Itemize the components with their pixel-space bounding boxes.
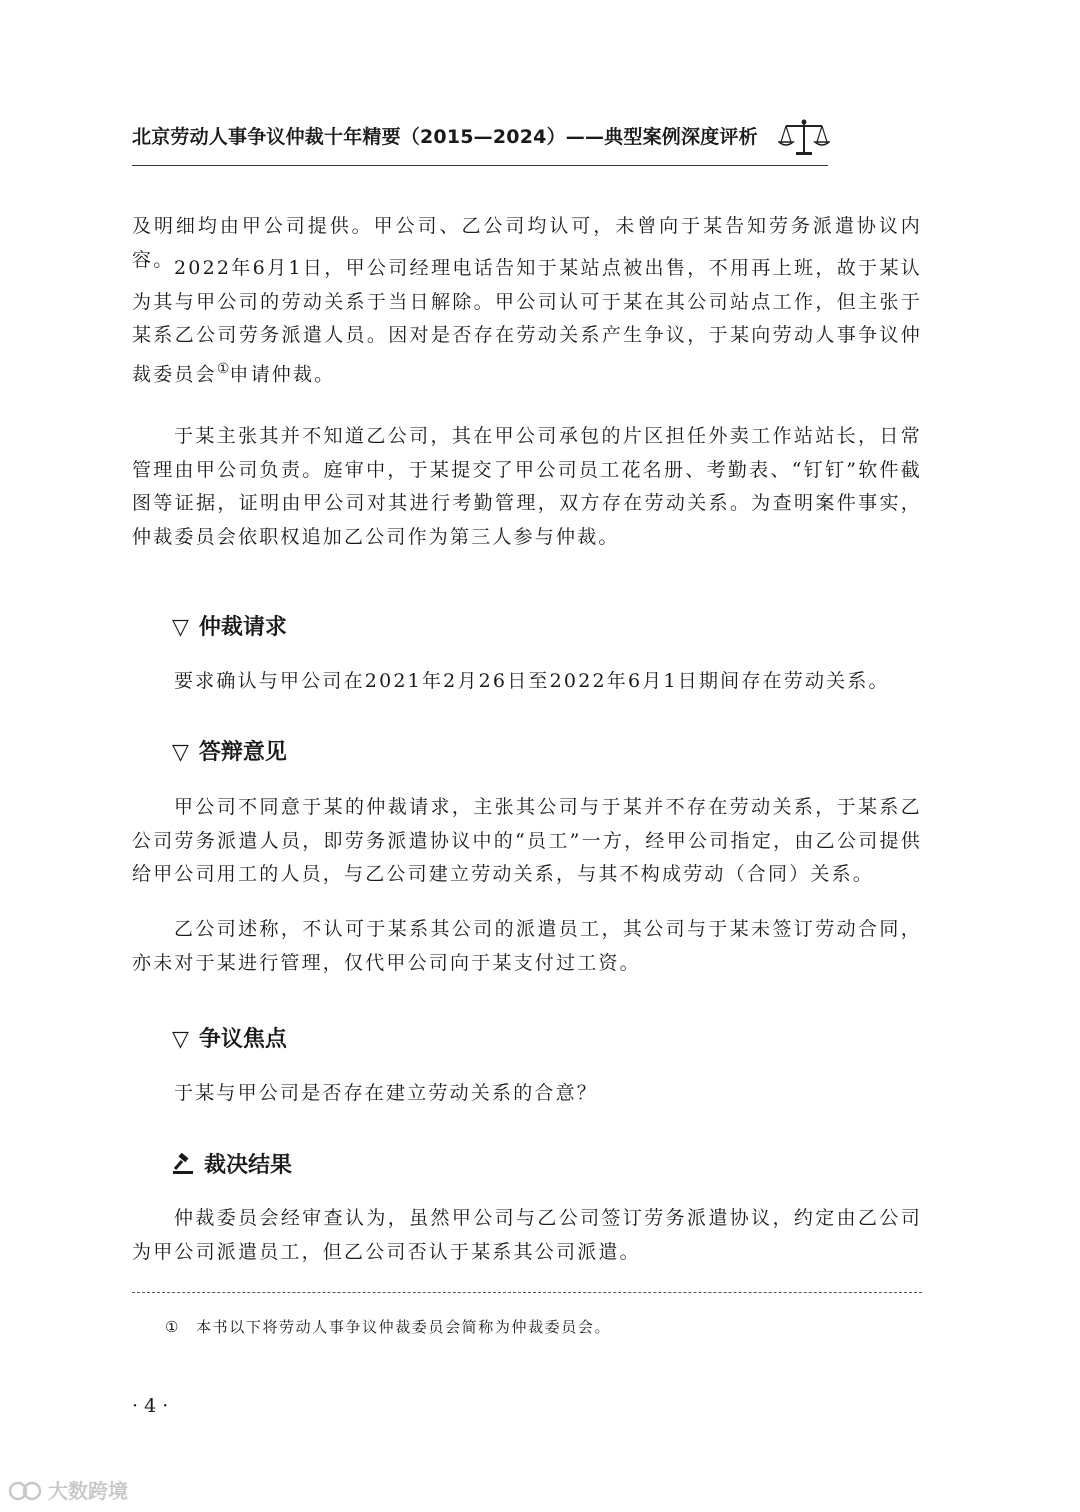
footnote-number: ① — [165, 1318, 181, 1336]
section-title: 争议焦点 — [198, 1027, 287, 1052]
header-title: 北京劳动人事争议仲裁十年精要（2015—2024）——典型案例深度评析 — [132, 126, 758, 148]
gavel-icon — [172, 1153, 194, 1175]
section-title: 仲裁请求 — [198, 615, 287, 640]
section-title: 裁决结果 — [204, 1153, 293, 1178]
defense-body-2: 乙公司述称，不认可于某系其公司的派遣员工，其公司与于某未签订劳动合同，亦未对于某进行管理，仅代甲公司向于某支付过工资。 — [132, 918, 922, 974]
paragraph-2 — [132, 252, 922, 391]
watermark — [8, 1475, 128, 1505]
footnote-text: 本书以下将劳动人事争议仲裁委员会简称为仲裁委员会。 — [196, 1318, 612, 1336]
triangle-marker-icon: ▽ — [172, 615, 189, 640]
section-heading-request — [172, 610, 287, 641]
running-header — [132, 118, 832, 164]
page-number: · 4 · — [132, 1395, 169, 1417]
ruling-body: 仲裁委员会经审查认为，虽然甲公司与乙公司签订劳务派遣协议，约定由乙公司为甲公司派遣员工，但乙公司否认于某系其公司派遣。 — [132, 1207, 922, 1263]
scales-of-justice-icon — [778, 118, 830, 158]
focus-body: 于某与甲公司是否存在建立劳动关系的合意？ — [174, 1082, 599, 1104]
defense-body-1: 甲公司不同意于某的仲裁请求，主张其公司与于某并不存在劳动关系，于某系乙公司劳务派遣人员，即劳务派遣协议中的“员工”一方，经甲公司指定，由乙公司提供给甲公司用工的人员，与乙公司建立劳动关系，与其不构成劳动（合同）关系。 — [132, 796, 922, 885]
paragraph-2-text: 2022年6月1日，甲公司经理电话告知于某站点被出售，不用再上班，故于某认为其与甲公司的劳动关系于当日解除。甲公司认可于某在其公司站点工作，但主张于某系乙公司劳务派遣人员。因对是否存在劳动关系产生争议，于某向劳动人事争议仲裁委员会 — [132, 257, 922, 385]
paragraph-2-tail: 申请仲裁。 — [229, 362, 336, 385]
triangle-marker-icon: ▽ — [172, 740, 189, 765]
section-heading-focus — [172, 1022, 287, 1053]
paragraph-1: 及明细均由甲公司提供。甲公司、乙公司均认可，未曾向于某告知劳务派遣协议内容。 — [132, 215, 922, 271]
section-heading-defense — [172, 735, 287, 766]
watermark-text: 大数跨境 — [48, 1479, 128, 1503]
footnote-reference: ① — [216, 360, 230, 377]
paragraph-3: 于某主张其并不知道乙公司，其在甲公司承包的片区担任外卖工作站站长，日常管理由甲公司负责。庭审中，于某提交了甲公司员工花名册、考勤表、“钉钉”软件截图等证据，证明由甲公司对其进行考勤管理，双方存在劳动关系。为查明案件事实，仲裁委员会依职权追加乙公司作为第三人参与仲裁。 — [132, 425, 922, 548]
request-body: 要求确认与甲公司在2021年2月26日至2022年6月1日期间存在劳动关系。 — [174, 670, 890, 692]
header-divider — [132, 165, 828, 166]
footnote — [165, 1316, 611, 1337]
footnote-divider — [132, 1292, 922, 1293]
section-heading-ruling — [172, 1148, 292, 1179]
triangle-marker-icon: ▽ — [172, 1027, 189, 1052]
section-title: 答辩意见 — [198, 740, 287, 765]
watermark-logo-icon — [8, 1478, 44, 1504]
